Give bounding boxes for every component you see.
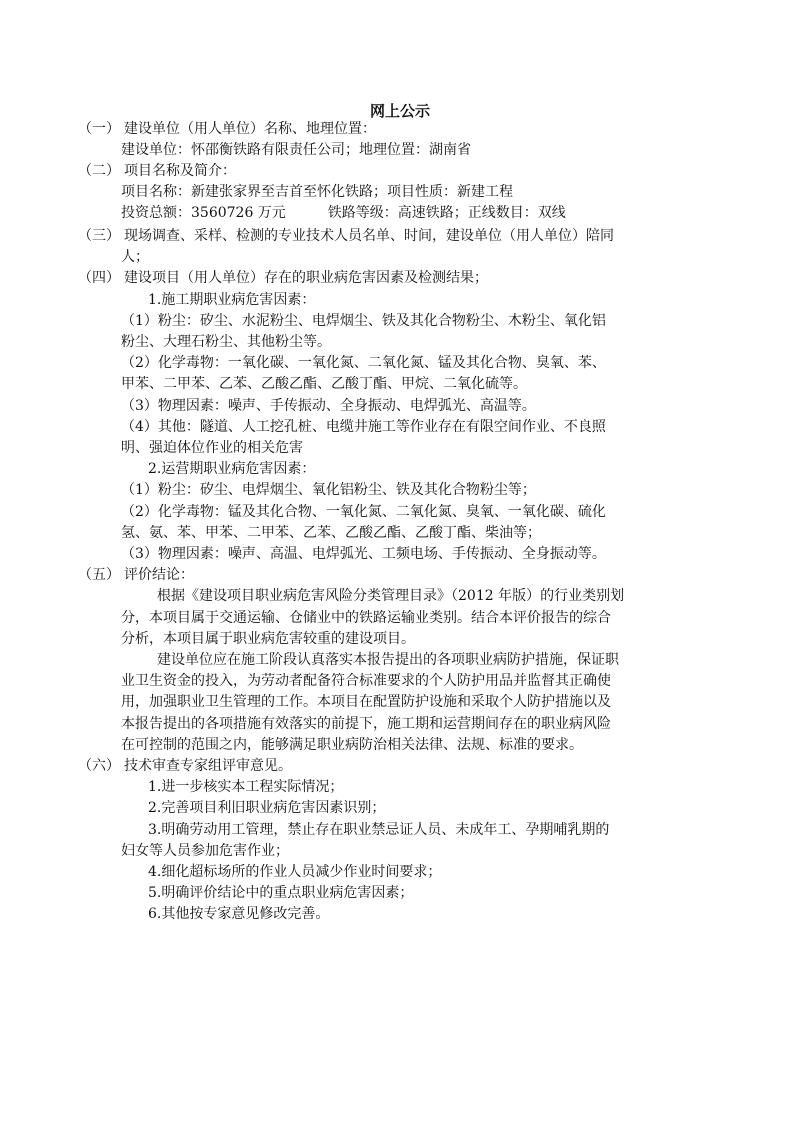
section-5-line-8: 在可控制的范围之内，能够满足职业病防治相关法律、法规、标准的要求。	[121, 737, 583, 753]
section-4-line-7: （4）其他：隧道、人工挖孔桩、电缆井施工等作业存在有限空间作业、不良照	[121, 419, 606, 435]
section-5-number: （五）	[78, 567, 120, 583]
section-2-line-1: 项目名称：新建张家界至吉首至怀化铁路；项目性质：新建工程	[121, 184, 513, 200]
section-1-heading: 建设单位（用人单位）名称、地理位置：	[124, 121, 376, 137]
section-5-line-3: 分析，本项目属于职业病危害较重的建设项目。	[121, 631, 415, 647]
section-5-line-5: 业卫生资金的投入，为劳动者配备符合标准要求的个人防护用品并监督其正确使	[121, 673, 611, 689]
section-6-line-3: 3.明确劳动用工管理，禁止存在职业禁忌证人员、未成年工、孕期哺乳期的	[148, 822, 610, 838]
section-4-line-10: （1）粉尘：矽尘、电焊烟尘、氧化铝粉尘、铁及其化合物粉尘等；	[121, 482, 536, 498]
section-5-line-6: 用，加强职业卫生管理的工作。本项目在配置防护设施和采取个人防护措施以及	[121, 694, 611, 710]
section-2-number: （二）	[78, 163, 120, 179]
section-6-number: （六）	[78, 758, 120, 774]
section-3-line-1: 人；	[121, 249, 149, 265]
section-1-line-1: 建设单位：怀邵衡铁路有限责任公司；地理位置：湖南省	[121, 142, 471, 158]
section-4-line-4: （2）化学毒物：一氧化碳、一氧化氮、二氧化氮、锰及其化合物、臭氧、苯、	[121, 355, 606, 371]
section-4-line-1: 1.施工期职业病危害因素：	[148, 292, 316, 308]
section-6-line-2: 2.完善项目利旧职业病危害因素识别；	[148, 800, 386, 816]
section-4-line-8: 明、强迫体位作业的相关危害	[121, 440, 303, 456]
section-5-line-2: 分，本项目属于交通运输、仓储业中的铁路运输业类别。结合本评价报告的综合	[121, 610, 611, 626]
section-4-line-2: （1）粉尘：矽尘、水泥粉尘、电焊烟尘、铁及其化合物粉尘、木粉尘、氧化铝	[121, 313, 606, 329]
section-2-heading: 项目名称及简介：	[124, 163, 236, 179]
section-4-line-6: （3）物理因素：噪声、手传振动、全身振动、电焊弧光、高温等。	[121, 398, 536, 414]
section-4-line-3: 粉尘、大理石粉尘、其他粉尘等。	[121, 334, 331, 350]
section-3-heading: 现场调查、采样、检测的专业技术人员名单、时间，建设单位（用人单位）陪同	[124, 228, 614, 244]
section-4-line-11: （2）化学毒物：锰及其化合物、一氧化氮、二氧化氮、臭氧、一氧化碳、硫化	[121, 504, 606, 520]
section-3-number: （三）	[78, 228, 120, 244]
section-6-line-1: 1.进一步核实本工程实际情况；	[148, 779, 344, 795]
section-4-number: （四）	[78, 270, 120, 286]
section-6-line-6: 5.明确评价结论中的重点职业病危害因素；	[148, 885, 414, 901]
section-6-line-5: 4.细化超标场所的作业人员减少作业时间要求；	[148, 864, 442, 880]
section-6-line-4: 妇女等人员参加危害作业；	[121, 843, 289, 859]
section-2-line-2: 投资总额：3560726 万元 铁路等级：高速铁路；正线数目：双线	[121, 205, 566, 221]
section-4-heading: 建设项目（用人单位）存在的职业病危害因素及检测结果；	[124, 270, 488, 286]
section-4-line-12: 氢、氨、苯、甲苯、二甲苯、乙苯、乙酸乙酯、乙酸丁酯、柴油等；	[121, 525, 541, 541]
section-4-line-13: （3）物理因素：噪声、高温、电焊弧光、工频电场、手传振动、全身振动等。	[121, 546, 606, 562]
section-1-number: （一）	[78, 121, 120, 137]
section-4-line-9: 2.运营期职业病危害因素：	[148, 461, 316, 477]
section-6-line-7: 6.其他按专家意见修改完善。	[148, 906, 330, 922]
section-4-line-5: 甲苯、二甲苯、乙苯、乙酸乙酯、乙酸丁酯、甲烷、二氧化硫等。	[121, 376, 527, 392]
section-5-line-7: 本报告提出的各项措施有效落实的前提下，施工期和运营期间存在的职业病风险	[121, 716, 611, 732]
section-5-heading: 评价结论：	[124, 567, 194, 583]
section-5-line-1: 根据《建设项目职业病危害风险分类管理目录》（2012 年版）的行业类别划	[157, 588, 625, 604]
page-title: 网上公示	[369, 102, 430, 120]
section-5-line-4: 建设单位应在施工阶段认真落实本报告提出的各项职业病防护措施，保证职	[157, 652, 619, 668]
section-6-heading: 技术审查专家组评审意见。	[124, 758, 292, 774]
